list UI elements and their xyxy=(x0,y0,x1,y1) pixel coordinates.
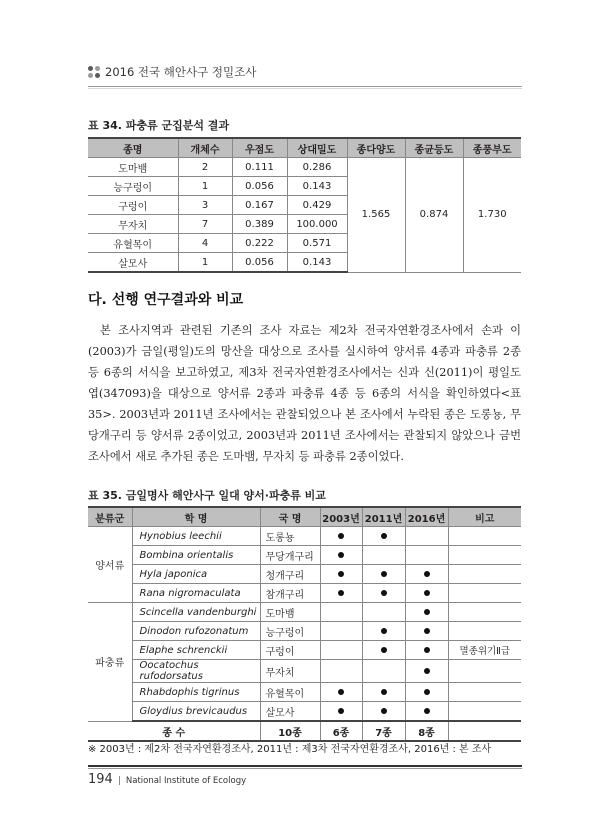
remark xyxy=(448,683,521,702)
table-row xyxy=(88,622,521,641)
presence-dot-icon xyxy=(381,628,387,634)
korean-name: 도롱뇽 xyxy=(260,527,320,546)
table-row xyxy=(88,546,521,565)
taxon-group: 파충류 xyxy=(88,603,132,722)
presence-2016 xyxy=(405,546,448,565)
individual-count: 4 xyxy=(178,234,232,253)
presence-2003 xyxy=(320,622,362,641)
korean-name: 무자치 xyxy=(260,660,320,683)
table-row xyxy=(88,584,521,603)
scientific-name: Hynobius leechii xyxy=(132,527,260,546)
species-name: 무자치 xyxy=(88,215,178,234)
korean-name: 유혈목이 xyxy=(260,683,320,702)
presence-2011 xyxy=(362,622,405,641)
scientific-name: Hyla japonica xyxy=(132,565,260,584)
presence-dot-icon xyxy=(424,628,430,634)
table-row xyxy=(88,660,521,683)
presence-2003 xyxy=(320,584,362,603)
presence-2003 xyxy=(320,641,362,660)
individual-count: 2 xyxy=(178,158,232,177)
scientific-name: Gloydius brevicaudus xyxy=(132,702,260,722)
section-title: 다. 선행 연구결과와 비교 xyxy=(88,292,244,308)
remark xyxy=(448,702,521,722)
column-header: 종다양도 xyxy=(347,138,405,158)
presence-dot-icon xyxy=(424,590,430,596)
korean-name: 참개구리 xyxy=(260,584,320,603)
table-row xyxy=(88,158,521,177)
presence-dot-icon xyxy=(424,647,430,653)
scientific-name: Rhabdophis tigrinus xyxy=(132,683,260,702)
header-divider xyxy=(88,88,522,89)
relative-density: 0.286 xyxy=(287,158,347,177)
footer-divider xyxy=(88,768,522,769)
column-header: 종균등도 xyxy=(405,138,463,158)
korean-name: 무당개구리 xyxy=(260,546,320,565)
presence-dot-icon xyxy=(424,689,430,695)
remark: 멸종위기Ⅱ급 xyxy=(448,641,521,660)
presence-2016 xyxy=(405,683,448,702)
scientific-name: Elaphe schrenckii xyxy=(132,641,260,660)
remark xyxy=(448,546,521,565)
species-name: 살모사 xyxy=(88,253,178,273)
presence-dot-icon xyxy=(381,533,387,539)
presence-dot-icon xyxy=(424,668,430,674)
total-label: 종 수 xyxy=(88,721,260,741)
presence-2011 xyxy=(362,683,405,702)
species-name: 구렁이 xyxy=(88,196,178,215)
column-header: 국 명 xyxy=(260,507,320,527)
dot-icon xyxy=(95,66,100,71)
total-2011: 7종 xyxy=(362,721,405,741)
presence-dot-icon xyxy=(381,708,387,714)
column-header: 우점도 xyxy=(232,138,287,158)
relative-density: 0.143 xyxy=(287,253,347,273)
presence-2016 xyxy=(405,660,448,683)
scientific-name: Rana nigromaculata xyxy=(132,584,260,603)
presence-2011 xyxy=(362,702,405,722)
remark xyxy=(448,584,521,603)
remark xyxy=(448,565,521,584)
species-name: 유혈목이 xyxy=(88,234,178,253)
scientific-name: Oocatochus rufodorsatus xyxy=(132,660,260,683)
column-header: 개체수 xyxy=(178,138,232,158)
table-row xyxy=(88,565,521,584)
species-name: 능구렁이 xyxy=(88,177,178,196)
presence-2016 xyxy=(405,641,448,660)
presence-2011 xyxy=(362,527,405,546)
presence-dot-icon xyxy=(338,689,344,695)
column-header: 종풍부도 xyxy=(463,138,521,158)
presence-dot-icon xyxy=(381,571,387,577)
page-number: 194 xyxy=(88,772,113,787)
korean-name: 살모사 xyxy=(260,702,320,722)
presence-2011 xyxy=(362,603,405,622)
dot-icon xyxy=(88,66,93,71)
scientific-name: Scincella vandenburghi xyxy=(132,603,260,622)
presence-2003 xyxy=(320,565,362,584)
dominance: 0.056 xyxy=(232,253,287,273)
presence-2003 xyxy=(320,683,362,702)
scientific-name: Dinodon rufozonatum xyxy=(132,622,260,641)
table-row xyxy=(88,527,521,546)
remark xyxy=(448,660,521,683)
korean-name: 청개구리 xyxy=(260,565,320,584)
presence-2003 xyxy=(320,527,362,546)
running-header xyxy=(88,62,256,82)
dominance: 0.056 xyxy=(232,177,287,196)
table-header-row xyxy=(88,138,521,158)
column-header: 상대밀도 xyxy=(287,138,347,158)
presence-2003 xyxy=(320,660,362,683)
table34-caption: 표 34. 파충류 군집분석 결과 xyxy=(88,119,230,132)
dominance: 0.111 xyxy=(232,158,287,177)
page-footer xyxy=(88,772,246,787)
individual-count: 3 xyxy=(178,196,232,215)
richness-index: 1.730 xyxy=(463,158,521,273)
relative-density: 0.429 xyxy=(287,196,347,215)
footer-divider xyxy=(88,765,522,767)
header-title: 2016 전국 해안사구 정밀조사 xyxy=(105,65,257,79)
remark xyxy=(448,603,521,622)
presence-dot-icon xyxy=(338,571,344,577)
presence-dot-icon xyxy=(424,609,430,615)
presence-dot-icon xyxy=(338,708,344,714)
individual-count: 7 xyxy=(178,215,232,234)
relative-density: 0.571 xyxy=(287,234,347,253)
taxon-group: 양서류 xyxy=(88,527,132,603)
presence-dot-icon xyxy=(338,533,344,539)
total-2003: 6종 xyxy=(320,721,362,741)
presence-dot-icon xyxy=(424,708,430,714)
presence-dot-icon xyxy=(338,590,344,596)
korean-name: 구렁이 xyxy=(260,641,320,660)
evenness-index: 0.874 xyxy=(405,158,463,273)
footnote: ※ 2003년 : 제2차 전국자연환경조사, 2011년 : 제3차 전국자연환경조사, 2016년 : 본 조사 xyxy=(88,744,492,755)
presence-2016 xyxy=(405,527,448,546)
body-paragraph xyxy=(88,320,521,467)
header-dots-icon xyxy=(88,66,100,78)
presence-2016 xyxy=(405,622,448,641)
table-row xyxy=(88,603,521,622)
presence-2016 xyxy=(405,702,448,722)
presence-2003 xyxy=(320,603,362,622)
dot-icon xyxy=(88,73,93,78)
presence-dot-icon xyxy=(381,647,387,653)
presence-2003 xyxy=(320,546,362,565)
individual-count: 1 xyxy=(178,177,232,196)
paragraph-text: 본 조사지역과 관련된 기존의 조사 자료는 제2차 전국자연환경조사에서 손과 이(2003)가 금일(평일)도의 망산을 대상으로 조사를 실시하여 양서류 4종과 파충류 2종 등 6종의 서식을 보고하였고, 제3차 전국자연환경조사에서는 신과 신(2011)이 평일도엽(347093)을 대상으로 양서류 2종과 파충류 4종 등 6종의 서식을 확인하였다<표 35>. 2003년과 2011년 조사에서는 관찰되었으나 본 조사에서 누락된 종은 도롱뇽, 무당개구리 등 양서류 2종이었고, 2003년과 2011년 조사에서는 관찰되지 않았으나 금번 조사에서 새로 추가된 종은 도마뱀, 무자치 등 파충류 2종이었다. xyxy=(88,324,521,463)
presence-dot-icon xyxy=(381,689,387,695)
scientific-name: Bombina orientalis xyxy=(132,546,260,565)
dominance: 0.222 xyxy=(232,234,287,253)
column-header: 분류군 xyxy=(88,507,132,527)
total-remark xyxy=(448,721,521,741)
relative-density: 0.143 xyxy=(287,177,347,196)
diversity-index: 1.565 xyxy=(347,158,405,273)
presence-2011 xyxy=(362,546,405,565)
dominance: 0.389 xyxy=(232,215,287,234)
total-2016: 8종 xyxy=(405,721,448,741)
presence-2011 xyxy=(362,584,405,603)
presence-2016 xyxy=(405,584,448,603)
table35 xyxy=(88,506,521,742)
individual-count: 1 xyxy=(178,253,232,273)
presence-dot-icon xyxy=(424,571,430,577)
presence-2011 xyxy=(362,565,405,584)
footer-separator: | xyxy=(117,776,121,786)
column-header: 비고 xyxy=(448,507,521,527)
dominance: 0.167 xyxy=(232,196,287,215)
total-species: 10종 xyxy=(260,721,320,741)
remark xyxy=(448,527,521,546)
column-header: 종명 xyxy=(88,138,178,158)
species-name: 도마뱀 xyxy=(88,158,178,177)
table35-caption: 표 35. 금일명사 해안사구 일대 양서·파충류 비교 xyxy=(88,489,326,502)
relative-density: 100.000 xyxy=(287,215,347,234)
remark xyxy=(448,622,521,641)
presence-2003 xyxy=(320,702,362,722)
dot-icon xyxy=(95,73,100,78)
header-divider xyxy=(88,86,522,87)
column-header: 학 명 xyxy=(132,507,260,527)
table-header-row xyxy=(88,507,521,527)
korean-name: 능구렁이 xyxy=(260,622,320,641)
table34 xyxy=(88,137,521,273)
total-row xyxy=(88,721,521,741)
presence-2011 xyxy=(362,660,405,683)
presence-2011 xyxy=(362,641,405,660)
presence-2016 xyxy=(405,565,448,584)
table-row xyxy=(88,702,521,722)
presence-dot-icon xyxy=(381,590,387,596)
table-row xyxy=(88,641,521,660)
column-header: 2016년 xyxy=(405,507,448,527)
column-header: 2011년 xyxy=(362,507,405,527)
institute-name: National Institute of Ecology xyxy=(125,776,247,786)
column-header: 2003년 xyxy=(320,507,362,527)
presence-dot-icon xyxy=(338,552,344,558)
presence-2016 xyxy=(405,603,448,622)
korean-name: 도마뱀 xyxy=(260,603,320,622)
table-row xyxy=(88,683,521,702)
